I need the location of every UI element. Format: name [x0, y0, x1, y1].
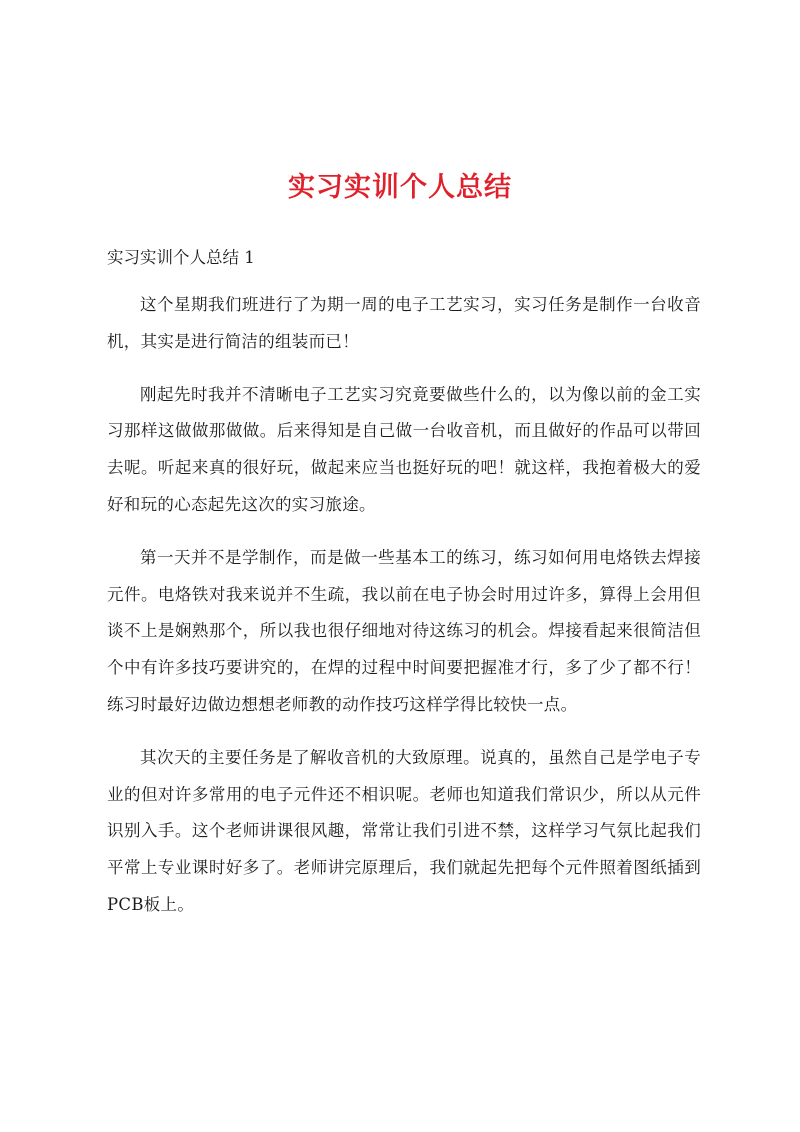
- paragraph: 这个星期我们班进行了为期一周的电子工艺实习，实习任务是制作一台收音机，其实是进行简洁的组装而已！: [107, 295, 701, 351]
- document-body: [107, 287, 701, 940]
- paragraph: 刚起先时我并不清晰电子工艺实习究竟要做些什么的，以为像以前的金工实习那样这做做那做做。后来得知是自己做一台收音机，而且做好的作品可以带回去呢。听起来真的很好玩，做起来应当也挺好玩的吧！就这样，我抱着极大的爱好和玩的心态起先这次的实习旅途。: [107, 384, 701, 514]
- document-title: 实习实训个人总结: [288, 172, 512, 203]
- paragraph: 其次天的主要任务是了解收音机的大致原理。说真的，虽然自己是学电子专业的但对许多常用的电子元件还不相识呢。老师也知道我们常识少，所以从元件识别入手。这个老师讲课很风趣，常常让我们引进不禁，这样学习气氛比起我们平常上专业课时好多了。老师讲完原理后，我们就起先把每个元件照着图纸插到PCB板上。: [107, 747, 701, 914]
- paragraph: 第一天并不是学制作，而是做一些基本工的练习，练习如何用电烙铁去焊接元件。电烙铁对我来说并不生疏，我以前在电子协会时用过许多，算得上会用但谈不上是娴熟那个，所以我也很仔细地对待这练习的机会。焊接看起来很简洁但个中有许多技巧要讲究的，在焊的过程中时间要把握准才行，多了少了都不行！练习时最好边做边想想老师教的动作技巧这样学得比较快一点。: [107, 547, 701, 714]
- section-heading: 实习实训个人总结 1: [107, 248, 255, 267]
